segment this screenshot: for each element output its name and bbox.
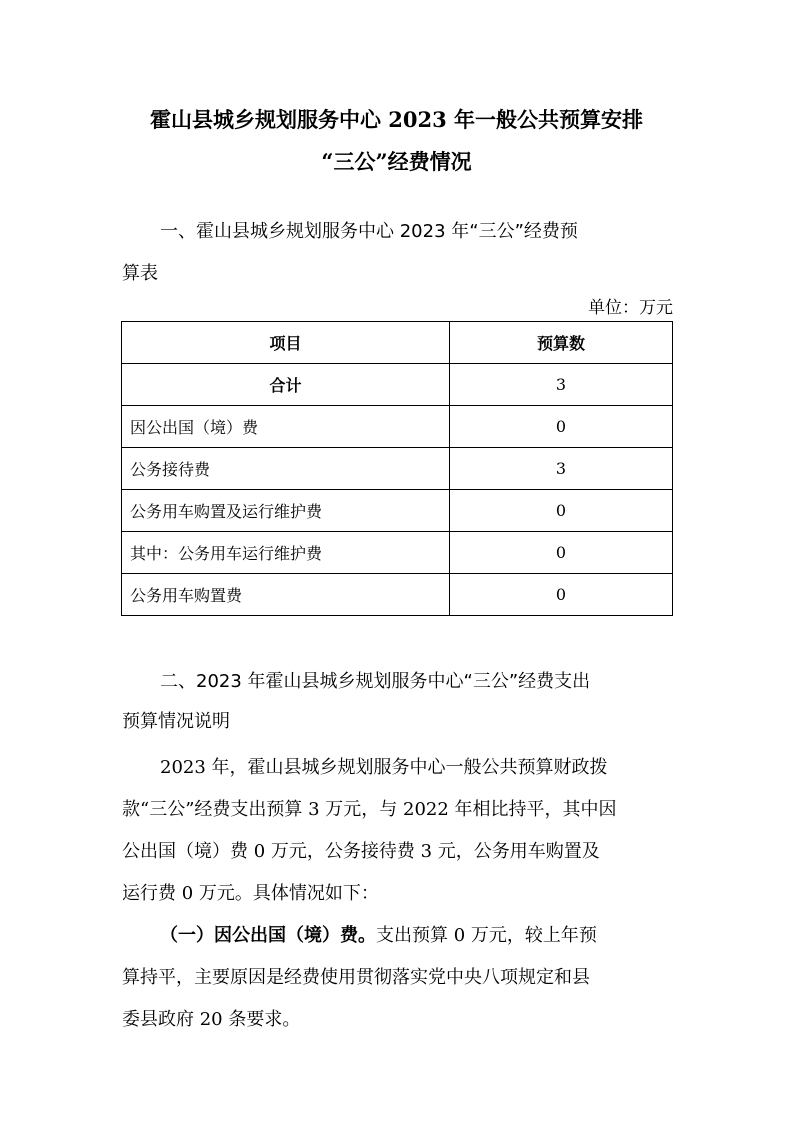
paragraph-line: 2023 年，霍山县城乡规划服务中心一般公共预算财政拨 bbox=[160, 757, 608, 778]
paragraph-line: 算持平，主要原因是经费使用贯彻落实党中央八项规定和县 bbox=[122, 967, 590, 988]
section1-heading-line1: 一、霍山县城乡规划服务中心 2023 年“三公”经费预 bbox=[160, 221, 578, 242]
row-value: 3 bbox=[450, 364, 673, 406]
section1-heading-line2: 算表 bbox=[122, 263, 158, 284]
row-value: 3 bbox=[450, 448, 673, 490]
table-row bbox=[122, 364, 673, 406]
unit-label: 单位：万元 bbox=[588, 298, 673, 318]
section2-heading-line2: 预算情况说明 bbox=[122, 711, 230, 732]
table-row bbox=[122, 532, 673, 574]
subheading-bold: （一）因公出国（境）费。 bbox=[160, 925, 376, 946]
document-title-line1: 霍山县城乡规划服务中心 2023 年一般公共预算安排 bbox=[149, 107, 644, 132]
row-item: 因公出国（境）费 bbox=[122, 406, 450, 448]
paragraph-line: 运行费 0 万元。具体情况如下： bbox=[122, 883, 379, 904]
row-item: 公务接待费 bbox=[122, 448, 450, 490]
row-value: 0 bbox=[450, 532, 673, 574]
table-row bbox=[122, 574, 673, 616]
paragraph-line: 公出国（境）费 0 万元，公务接待费 3 元，公务用车购置及 bbox=[122, 841, 600, 862]
budget-table bbox=[121, 321, 673, 616]
paragraph-line bbox=[160, 915, 597, 957]
section2-heading-line1: 二、2023 年霍山县城乡规划服务中心“三公”经费支出 bbox=[160, 671, 591, 692]
table-row bbox=[122, 490, 673, 532]
row-item: 公务用车购置及运行维护费 bbox=[122, 490, 450, 532]
header-budget: 预算数 bbox=[450, 322, 673, 364]
row-value: 0 bbox=[450, 490, 673, 532]
row-item: 公务用车购置费 bbox=[122, 574, 450, 616]
paragraph-line: 委县政府 20 条要求。 bbox=[122, 1009, 301, 1030]
header-item: 项目 bbox=[122, 322, 450, 364]
paragraph-text: 支出预算 0 万元，较上年预 bbox=[376, 925, 597, 946]
document-title-line2: “三公”经费情况 bbox=[321, 149, 472, 174]
paragraph-line: 款“三公”经费支出预算 3 万元，与 2022 年相比持平，其中因 bbox=[122, 799, 617, 820]
row-value: 0 bbox=[450, 406, 673, 448]
row-value: 0 bbox=[450, 574, 673, 616]
table-header-row bbox=[122, 322, 673, 364]
row-item: 合计 bbox=[122, 364, 450, 406]
table-row bbox=[122, 448, 673, 490]
table-row bbox=[122, 406, 673, 448]
row-item: 其中：公务用车运行维护费 bbox=[122, 532, 450, 574]
